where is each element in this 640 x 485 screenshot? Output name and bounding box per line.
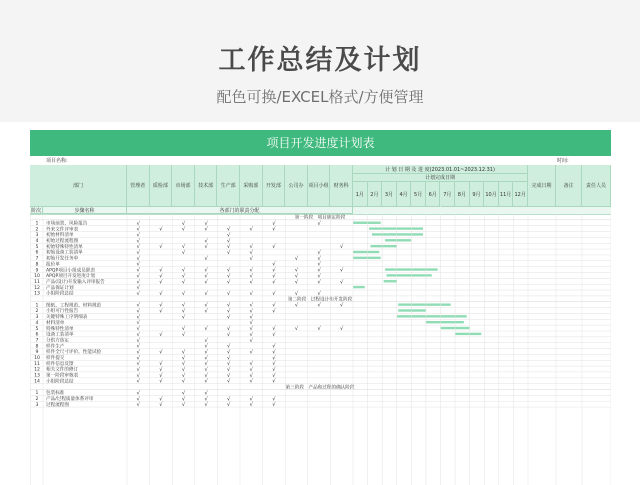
check-mark: √ bbox=[136, 372, 140, 379]
month-header-6: 7月 bbox=[441, 182, 456, 207]
check-mark: √ bbox=[227, 331, 231, 338]
check-mark: √ bbox=[136, 337, 140, 344]
step-no: 10 bbox=[34, 356, 40, 361]
check-mark: √ bbox=[204, 273, 208, 280]
check-mark: √ bbox=[204, 308, 208, 315]
dept-header-5: 采购部 bbox=[240, 165, 263, 207]
task-grid bbox=[30, 214, 611, 485]
check-mark: √ bbox=[181, 290, 186, 297]
gantt-bar bbox=[353, 257, 381, 259]
check-mark: √ bbox=[249, 320, 253, 327]
owner-header: 责任人员 bbox=[582, 165, 611, 207]
check-mark: √ bbox=[204, 226, 208, 233]
month-header-9: 10月 bbox=[484, 182, 499, 207]
dept-header-4: 生产部 bbox=[217, 165, 240, 207]
check-mark: √ bbox=[159, 396, 163, 403]
check-mark: √ bbox=[136, 308, 140, 315]
check-mark: √ bbox=[136, 238, 140, 245]
check-mark: √ bbox=[136, 367, 140, 373]
check-mark: √ bbox=[272, 302, 276, 309]
dept-header-8: 项目小组 bbox=[308, 165, 331, 207]
check-mark: √ bbox=[159, 331, 163, 338]
step-name: 相关文件的修订 bbox=[46, 367, 79, 373]
gantt-bar bbox=[455, 333, 481, 335]
check-mark: √ bbox=[136, 361, 140, 368]
month-header-11: 12月 bbox=[513, 182, 528, 207]
check-mark: √ bbox=[204, 343, 208, 350]
check-mark: √ bbox=[204, 267, 208, 274]
check-mark: √ bbox=[204, 302, 208, 309]
month-header-8: 9月 bbox=[470, 182, 485, 207]
gantt-bar bbox=[426, 321, 464, 323]
check-mark: √ bbox=[204, 244, 208, 251]
check-mark: √ bbox=[294, 279, 299, 286]
check-mark: √ bbox=[227, 349, 231, 356]
step-name: 样件全尺寸评价、性能试验 bbox=[46, 350, 102, 356]
month-header-2: 3月 bbox=[382, 182, 397, 207]
check-mark: √ bbox=[181, 326, 186, 333]
check-mark: √ bbox=[181, 367, 186, 373]
check-mark: √ bbox=[249, 290, 253, 297]
check-mark: √ bbox=[272, 361, 276, 368]
spreadsheet bbox=[30, 130, 611, 485]
check-mark: √ bbox=[227, 308, 231, 315]
check-mark: √ bbox=[294, 255, 299, 262]
phase-title-1: 第二阶段 过程设计和开发阶段 bbox=[287, 297, 353, 303]
check-mark: √ bbox=[136, 267, 140, 274]
check-mark: √ bbox=[136, 314, 140, 321]
step-no: 1 bbox=[35, 303, 39, 309]
check-mark: √ bbox=[227, 302, 231, 309]
check-mark: √ bbox=[249, 378, 253, 385]
check-mark: √ bbox=[136, 302, 140, 309]
check-mark: √ bbox=[204, 349, 208, 356]
dept-header-7: 公司办 bbox=[285, 165, 308, 207]
check-mark: √ bbox=[136, 396, 140, 403]
gantt-bar bbox=[369, 227, 423, 229]
check-mark: √ bbox=[317, 273, 321, 280]
check-mark: √ bbox=[136, 402, 140, 409]
check-mark: √ bbox=[181, 273, 186, 280]
check-mark: √ bbox=[136, 279, 140, 286]
check-mark: √ bbox=[159, 267, 163, 274]
check-mark: √ bbox=[227, 355, 231, 362]
plan-subheader: 计划完成日期 bbox=[353, 174, 528, 182]
month-header-3: 4月 bbox=[397, 182, 412, 207]
check-mark: √ bbox=[227, 244, 231, 251]
check-mark: √ bbox=[181, 349, 186, 356]
check-mark: √ bbox=[159, 302, 163, 309]
month-header-1: 2月 bbox=[368, 182, 383, 207]
duty-header: 各部门的职责分配 bbox=[127, 207, 353, 214]
step-name: 样件信息反馈 bbox=[46, 361, 74, 367]
dept-header: 部门 bbox=[30, 165, 127, 207]
check-mark: √ bbox=[317, 220, 321, 227]
step-no: 1 bbox=[35, 391, 39, 397]
check-mark: √ bbox=[136, 343, 140, 350]
step-name: 包装标准 bbox=[46, 391, 65, 397]
check-mark: √ bbox=[249, 244, 253, 251]
check-mark: √ bbox=[272, 355, 276, 362]
check-mark: √ bbox=[136, 290, 140, 297]
check-mark: √ bbox=[249, 302, 253, 309]
step-no: 2 bbox=[35, 309, 39, 315]
check-mark: √ bbox=[294, 302, 299, 309]
step-no: 11 bbox=[34, 279, 40, 285]
check-mark: √ bbox=[249, 273, 253, 280]
step-name: 材料清单 bbox=[46, 320, 65, 326]
check-mark: √ bbox=[294, 326, 299, 333]
step-no: 6 bbox=[35, 332, 39, 338]
step-no: 9 bbox=[35, 350, 39, 356]
check-mark: √ bbox=[159, 279, 163, 286]
check-mark: √ bbox=[340, 302, 344, 309]
check-mark: √ bbox=[272, 261, 276, 268]
check-mark: √ bbox=[294, 267, 299, 274]
check-mark: √ bbox=[204, 378, 208, 385]
check-mark: √ bbox=[249, 255, 253, 262]
hero-title: 工作总结及计划 bbox=[218, 45, 422, 76]
check-mark: √ bbox=[136, 349, 140, 356]
check-mark: √ bbox=[136, 232, 140, 239]
check-mark: √ bbox=[181, 302, 186, 309]
gantt-bar bbox=[387, 274, 432, 276]
step-no: 8 bbox=[35, 262, 39, 268]
step-no: 7 bbox=[35, 256, 39, 262]
check-mark: √ bbox=[249, 326, 253, 333]
check-mark: √ bbox=[204, 355, 208, 362]
check-mark: √ bbox=[340, 244, 344, 251]
check-mark: √ bbox=[272, 343, 276, 350]
check-mark: √ bbox=[181, 355, 186, 362]
check-mark: √ bbox=[181, 402, 186, 409]
check-mark: √ bbox=[249, 372, 253, 379]
check-mark: √ bbox=[227, 378, 231, 385]
check-mark: √ bbox=[227, 372, 231, 379]
check-mark: √ bbox=[272, 308, 276, 315]
check-mark: √ bbox=[249, 396, 253, 403]
step-no: 7 bbox=[35, 338, 39, 344]
check-mark: √ bbox=[159, 273, 163, 280]
gantt-bar bbox=[353, 251, 379, 253]
check-mark: √ bbox=[272, 273, 276, 280]
step-name: 外来文件评审表 bbox=[46, 227, 79, 233]
check-mark: √ bbox=[204, 255, 208, 262]
check-mark: √ bbox=[159, 226, 163, 233]
step-header: 步骤名称 bbox=[43, 207, 127, 214]
check-mark: √ bbox=[272, 290, 276, 297]
step-no: 3 bbox=[35, 402, 39, 408]
step-name: 产品/过程质量体系评审 bbox=[46, 396, 94, 402]
check-mark: √ bbox=[159, 244, 163, 251]
step-no: 10 bbox=[34, 274, 40, 280]
check-mark: √ bbox=[136, 320, 140, 327]
step-no: 4 bbox=[35, 320, 39, 326]
check-mark: √ bbox=[227, 367, 231, 373]
check-mark: √ bbox=[159, 308, 163, 315]
check-mark: √ bbox=[181, 314, 186, 321]
check-mark: √ bbox=[181, 331, 186, 338]
check-mark: √ bbox=[294, 273, 299, 280]
step-name: 特殊特性清单 bbox=[46, 326, 74, 332]
step-name: 分供方选定 bbox=[46, 338, 69, 344]
step-name: 初始设备工装清单 bbox=[46, 250, 83, 256]
step-no: 12 bbox=[34, 285, 40, 291]
step-name: 设备工装清单 bbox=[46, 332, 74, 338]
step-no: 2 bbox=[35, 227, 39, 233]
check-mark: √ bbox=[136, 220, 140, 227]
check-mark: √ bbox=[204, 367, 208, 373]
gantt-bar bbox=[398, 303, 451, 305]
check-mark: √ bbox=[272, 226, 276, 233]
check-mark: √ bbox=[204, 337, 208, 344]
step-name: 第一阶段审核表 bbox=[46, 373, 79, 379]
step-name: 样件提交 bbox=[46, 356, 65, 361]
check-mark: √ bbox=[181, 308, 186, 315]
check-mark: √ bbox=[204, 396, 208, 403]
check-mark: √ bbox=[204, 326, 208, 333]
check-mark: √ bbox=[272, 378, 276, 385]
time-label: 时间: bbox=[557, 158, 569, 164]
step-name: 图纸、工程规范、材料规范 bbox=[46, 303, 102, 309]
check-mark: √ bbox=[159, 402, 163, 409]
check-mark: √ bbox=[159, 361, 163, 368]
step-name: 报价单 bbox=[46, 262, 60, 268]
check-mark: √ bbox=[317, 250, 321, 256]
check-mark: √ bbox=[136, 355, 140, 362]
check-mark: √ bbox=[227, 290, 231, 297]
phase-header: 阶次 bbox=[30, 207, 41, 214]
check-mark: √ bbox=[227, 402, 231, 409]
check-mark: √ bbox=[272, 402, 276, 409]
check-mark: √ bbox=[227, 326, 231, 333]
check-mark: √ bbox=[136, 326, 140, 333]
check-mark: √ bbox=[227, 279, 231, 286]
check-mark: √ bbox=[227, 232, 231, 239]
check-mark: √ bbox=[181, 226, 186, 233]
check-mark: √ bbox=[340, 326, 344, 333]
check-mark: √ bbox=[227, 267, 231, 274]
check-mark: √ bbox=[249, 314, 253, 321]
check-mark: √ bbox=[227, 314, 231, 321]
check-mark: √ bbox=[340, 279, 344, 286]
check-mark: √ bbox=[181, 250, 186, 256]
check-mark: √ bbox=[249, 361, 253, 368]
step-no: 14 bbox=[34, 379, 40, 385]
check-mark: √ bbox=[249, 308, 253, 315]
check-mark: √ bbox=[272, 372, 276, 379]
check-mark: √ bbox=[294, 290, 299, 297]
step-no: 3 bbox=[35, 233, 39, 239]
month-header-7: 8月 bbox=[455, 182, 470, 207]
step-no: 5 bbox=[35, 326, 39, 332]
check-mark: √ bbox=[317, 302, 321, 309]
dept-header-3: 技术部 bbox=[195, 165, 218, 207]
check-mark: √ bbox=[204, 372, 208, 379]
check-mark: √ bbox=[136, 331, 140, 338]
month-header-0: 1月 bbox=[353, 182, 368, 207]
check-mark: √ bbox=[136, 273, 140, 280]
check-mark: √ bbox=[204, 402, 208, 409]
check-mark: √ bbox=[227, 250, 231, 256]
check-mark: √ bbox=[181, 267, 186, 274]
check-mark: √ bbox=[249, 402, 253, 409]
check-mark: √ bbox=[181, 372, 186, 379]
check-mark: √ bbox=[249, 279, 253, 286]
check-mark: √ bbox=[204, 238, 208, 245]
check-mark: √ bbox=[317, 261, 321, 268]
check-mark: √ bbox=[272, 267, 276, 274]
phase-title-2: 第三阶段 产品和过程的确认阶段 bbox=[285, 385, 355, 391]
dept-header-6: 开发部 bbox=[263, 165, 286, 207]
check-mark: √ bbox=[227, 273, 231, 280]
step-name: 关键特殊工序明细表 bbox=[46, 315, 88, 321]
done-date-header: 完成日期 bbox=[528, 165, 556, 207]
check-mark: √ bbox=[317, 326, 321, 333]
table-header bbox=[30, 165, 611, 207]
project-name-label: 项目名称: bbox=[46, 158, 68, 164]
step-name: 初始材料清单 bbox=[46, 233, 74, 239]
check-mark: √ bbox=[181, 220, 186, 227]
check-mark: √ bbox=[136, 285, 140, 292]
check-mark: √ bbox=[272, 396, 276, 403]
check-mark: √ bbox=[227, 361, 231, 368]
month-header-4: 5月 bbox=[411, 182, 426, 207]
step-no: 3 bbox=[35, 315, 39, 321]
check-mark: √ bbox=[227, 238, 231, 245]
note-header: 备注 bbox=[556, 165, 582, 207]
month-header-10: 11月 bbox=[499, 182, 514, 207]
dept-header-0: 管理者 bbox=[127, 165, 150, 207]
step-name: 市场前景、风险报告 bbox=[46, 221, 88, 227]
step-name: 初始开发任务单 bbox=[46, 256, 79, 262]
sheet-title: 项目开发进度计划表 bbox=[30, 130, 611, 156]
check-mark: √ bbox=[272, 326, 276, 333]
step-name: 产品保证计划 bbox=[46, 285, 74, 291]
check-mark: √ bbox=[249, 250, 253, 256]
step-name: 小组阶段总结 bbox=[46, 379, 74, 385]
step-no: 9 bbox=[35, 268, 39, 274]
step-name: APQP项目小组成员职责 bbox=[46, 268, 96, 274]
check-mark: √ bbox=[136, 226, 140, 233]
gantt-bar bbox=[384, 280, 397, 282]
check-mark: √ bbox=[181, 279, 186, 286]
check-mark: √ bbox=[136, 390, 140, 397]
phase-title-0: 第一阶段 项目确定阶段 bbox=[294, 215, 346, 221]
check-mark: √ bbox=[136, 378, 140, 385]
check-mark: √ bbox=[204, 279, 208, 286]
check-mark: √ bbox=[227, 343, 231, 350]
check-mark: √ bbox=[249, 337, 253, 344]
check-mark: √ bbox=[249, 331, 253, 338]
check-mark: √ bbox=[249, 349, 253, 356]
dept-header-9: 财务科 bbox=[330, 165, 353, 207]
check-mark: √ bbox=[340, 267, 344, 274]
step-no: 1 bbox=[35, 221, 39, 227]
plan-header: 计 划 日 期 及 进 度(2023.01.01~2023.12.31) bbox=[353, 165, 528, 174]
dept-header-1: 质检部 bbox=[150, 165, 173, 207]
check-mark: √ bbox=[317, 267, 321, 274]
step-no: 11 bbox=[34, 361, 40, 367]
check-mark: √ bbox=[227, 226, 231, 233]
gantt-bar bbox=[385, 239, 411, 241]
hero-subtitle: 配色可换/EXCEL格式/方便管理 bbox=[216, 88, 424, 106]
check-mark: √ bbox=[227, 396, 231, 403]
step-name: 小组阶段总结 bbox=[46, 291, 74, 297]
step-name: 小组可行性报告 bbox=[46, 309, 79, 315]
dept-header-2: 市场部 bbox=[172, 165, 195, 207]
gantt-bar bbox=[371, 245, 397, 247]
check-mark: √ bbox=[204, 361, 208, 368]
check-mark: √ bbox=[181, 396, 186, 403]
check-mark: √ bbox=[204, 390, 208, 397]
check-mark: √ bbox=[136, 244, 140, 251]
gantt-bar bbox=[372, 233, 423, 235]
step-no: 8 bbox=[35, 344, 39, 350]
step-name: 初始特殊特性清单 bbox=[46, 244, 83, 250]
step-name: 产品(设计)开发输入评审报告 bbox=[46, 279, 105, 285]
check-mark: √ bbox=[272, 367, 276, 373]
check-mark: √ bbox=[272, 244, 276, 251]
gantt-bar bbox=[353, 286, 365, 288]
step-name: APQP项目开发进度计划 bbox=[46, 274, 96, 280]
check-mark: √ bbox=[181, 390, 186, 397]
check-mark: √ bbox=[272, 220, 276, 227]
check-mark: √ bbox=[249, 226, 253, 233]
check-mark: √ bbox=[249, 367, 253, 373]
check-mark: √ bbox=[181, 244, 186, 251]
check-mark: √ bbox=[159, 378, 163, 385]
check-mark: √ bbox=[317, 279, 321, 286]
check-mark: √ bbox=[136, 261, 140, 268]
step-no: 2 bbox=[35, 396, 39, 402]
check-mark: √ bbox=[136, 255, 140, 262]
check-mark: √ bbox=[204, 290, 208, 297]
step-no: 6 bbox=[35, 250, 39, 256]
month-header-5: 6月 bbox=[426, 182, 441, 207]
check-mark: √ bbox=[317, 255, 321, 262]
check-mark: √ bbox=[159, 367, 163, 373]
gantt-bar bbox=[397, 315, 467, 317]
check-mark: √ bbox=[159, 290, 163, 297]
step-name: 样件生产 bbox=[46, 344, 65, 350]
check-mark: √ bbox=[181, 361, 186, 368]
gantt-bar bbox=[353, 222, 381, 224]
check-mark: √ bbox=[204, 220, 208, 227]
check-mark: √ bbox=[272, 349, 276, 356]
check-mark: √ bbox=[159, 349, 163, 356]
hero-banner bbox=[0, 0, 640, 122]
gantt-bar bbox=[398, 309, 426, 311]
step-no: 5 bbox=[35, 244, 39, 250]
step-no: 12 bbox=[34, 367, 40, 373]
step-no: 13 bbox=[34, 291, 40, 297]
check-mark: √ bbox=[181, 378, 186, 385]
step-name: 过程流程图 bbox=[46, 402, 69, 408]
check-mark: √ bbox=[249, 267, 253, 274]
check-mark: √ bbox=[159, 372, 163, 379]
check-mark: √ bbox=[272, 331, 276, 338]
step-no: 4 bbox=[35, 239, 39, 244]
check-mark: √ bbox=[136, 250, 140, 256]
step-name: 初始过程流程图 bbox=[46, 239, 79, 244]
check-mark: √ bbox=[272, 279, 276, 286]
check-mark: √ bbox=[317, 290, 321, 297]
step-no: 13 bbox=[34, 373, 40, 379]
